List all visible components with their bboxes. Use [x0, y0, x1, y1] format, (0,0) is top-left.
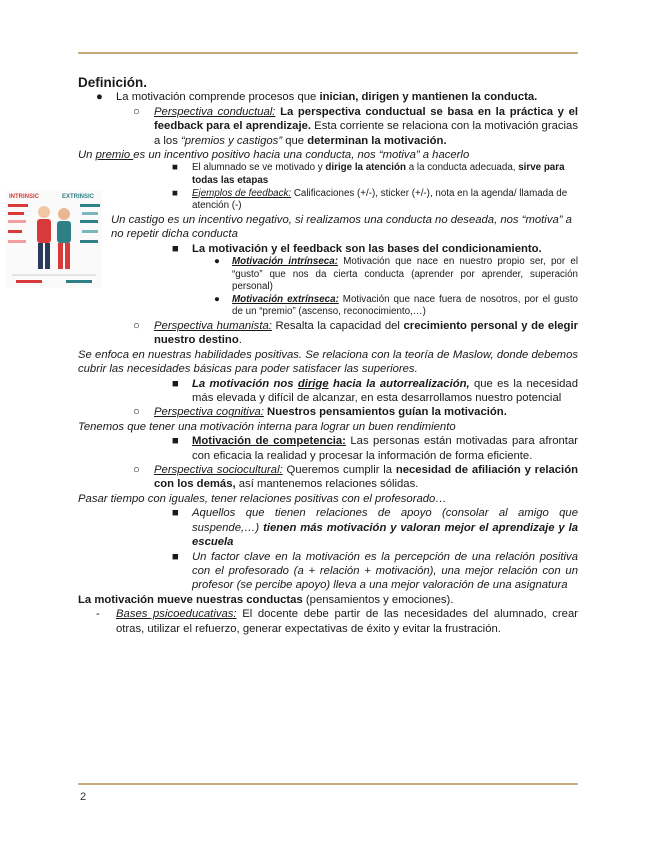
item-sociocultural: [78, 463, 578, 492]
cognitiva-bold: Nuestros pensamientos guían la motivación.: [263, 406, 507, 419]
item-factor-clave: [78, 550, 578, 593]
note-premio: [78, 148, 578, 162]
conductual-bold1: La perspectiva conductual se basa en la práctica y el feedback para el aprendizaje.: [154, 105, 578, 133]
label-extrinseca: Motivación extrínseca:: [232, 293, 339, 305]
note-premio-post: es un incentivo positivo hacia una conducta, nos “motiva” a hacerlo: [133, 149, 470, 162]
item-autorrealizacion: [78, 377, 578, 406]
square-icon: ■: [172, 550, 179, 563]
bullet-definition-text: La motivación comprende procesos que: [116, 91, 320, 104]
circle-icon: ○: [133, 320, 140, 332]
square-icon: ■: [172, 507, 179, 520]
humanista-text: Resalta la capacidad del: [271, 320, 404, 332]
autorrealizacion-pre: La motivación nos: [192, 377, 298, 390]
relaciones-text: Aquellos que tienen relaciones de apoyo (consolar al amigo que suspende,…): [192, 507, 578, 534]
square-icon: ■: [172, 242, 179, 255]
bullet-definition-bold: inician, dirigen y mantienen la conducta.: [319, 91, 538, 104]
bullet-icon: ●: [96, 91, 103, 104]
closing-line: [78, 593, 578, 607]
illus-title-right: EXTRINSIC: [62, 194, 95, 200]
circle-icon: ○: [133, 464, 140, 477]
item-competencia: [78, 434, 578, 463]
item-condicionamiento: [78, 242, 578, 256]
closing-bold: La motivación mueve nuestras conductas: [78, 593, 303, 606]
bases-text: El docente debe partir de las necesidades del alumnado, crear otras, utilizar el refuerzo, generar expectativas de éxito y evitar la frustración.: [116, 608, 579, 635]
closing-text: (pensamientos y emociones).: [302, 593, 454, 606]
item-relaciones-apoyo: [78, 506, 578, 549]
footer-rule: [78, 783, 578, 785]
conductual-italic: “premios y castigos”: [181, 134, 283, 147]
sociocultural-end: así mantenemos relaciones sólidas.: [235, 478, 419, 491]
label-cognitiva: Perspectiva cognitiva:: [154, 406, 264, 419]
item-extrinseca: [78, 294, 578, 319]
conductual-text2: que: [282, 134, 308, 147]
note-premio-pre: Un: [78, 149, 96, 162]
atencion-pre: El alumnado se ve motivado y: [192, 162, 326, 174]
note-castigo: Un castigo es un incentivo negativo, si realizamos una conducta no deseada, nos “motiva” a no repetir dicha conducta: [111, 213, 572, 241]
label-competencia: Motivación de competencia:: [192, 435, 346, 448]
item-conductual: [78, 105, 578, 148]
item-humanista: [78, 319, 578, 348]
note-cognitiva: Tenemos que tener una motivación interna para lograr un buen rendimiento: [78, 420, 456, 433]
item-bases: [78, 607, 578, 636]
label-feedback: Ejemplos de feedback:: [192, 187, 292, 199]
autorrealizacion-post: hacia la autorrealización,: [328, 377, 470, 390]
bullet-icon: ●: [214, 256, 220, 268]
atencion-bold1: dirige la atención: [325, 162, 406, 174]
item-intrinseca: [78, 256, 578, 294]
note-maslow: Se enfoca en nuestras habilidades positivas. Se relaciona con la teoría de Maslow, donde debemos cubrir las necesidades básicas para poder satisfacer las superiores.: [78, 348, 578, 376]
note-premio-word: premio: [95, 149, 134, 162]
conductual-bold2: determinan la motivación.: [307, 134, 447, 147]
atencion-bold2: sirve para todas las etapas: [192, 162, 565, 187]
conductual-text1: Esta corriente se relaciona con la motivación gracias a los: [154, 120, 578, 147]
item-atencion: [78, 162, 578, 187]
sociocultural-bold: necesidad de afiliación y relación con los demás,: [154, 464, 578, 491]
page-number: 2: [80, 791, 87, 803]
label-humanista: Perspectiva humanista:: [154, 320, 272, 332]
square-icon: ■: [172, 162, 178, 174]
circle-icon: ○: [133, 406, 140, 419]
illus-title-left: INTRINSIC: [9, 194, 39, 200]
humanista-bold: crecimiento personal y de elegir nuestro destino: [154, 320, 578, 347]
item-feedback-examples: [78, 188, 578, 213]
document-body: [78, 76, 578, 636]
header-rule: [78, 52, 578, 54]
dash-icon: -: [96, 608, 100, 621]
bullet-icon: ●: [214, 293, 220, 305]
intrinseca-text: Motivación que nace en nuestro propio ser, por el “gusto” que nos da cierta conducta (aprender por aprender, superación personal): [232, 256, 579, 293]
note-iguales: Pasar tiempo con iguales, tener relaciones positivas con el profesorado…: [78, 492, 447, 505]
label-bases: Bases psicoeducativas:: [116, 608, 237, 621]
feedback-text: Calificaciones (+/-), sticker (+/-), nota en la agenda/ llamada de atención (-): [192, 187, 568, 212]
section-heading: Definición.: [78, 75, 148, 90]
autorrealizacion-word: dirige: [297, 377, 329, 390]
extrinseca-text: Motivación que nace fuera de nosotros, por el gusto de un “premio” (ascenso, reconocimiento,…): [232, 293, 578, 318]
label-intrinseca: Motivación intrínseca:: [232, 256, 338, 268]
condicionamiento-bold: La motivación y el feedback son las bases del condicionamiento.: [192, 242, 542, 255]
item-cognitiva: [78, 405, 578, 419]
circle-icon: ○: [133, 105, 140, 118]
factor-clave-text: Un factor clave en la motivación es la percepción de una relación positiva con el profesorado (a + relación + motivación), una mejor relación con un profesor (se percibe apoyo) lleva a una mejor valoración de una asignatura: [192, 550, 578, 592]
square-icon: ■: [172, 435, 179, 448]
atencion-mid: a la conducta adecuada,: [406, 162, 519, 174]
label-sociocultural: Perspectiva sociocultural:: [154, 464, 283, 477]
square-icon: ■: [172, 187, 178, 199]
label-conductual: Perspectiva conductual:: [154, 105, 276, 118]
humanista-end: .: [238, 334, 242, 347]
bullet-definition: [78, 90, 578, 104]
competencia-text: Las personas están motivadas para afrontar con eficacia la realidad y procesar la información de forma eficiente.: [192, 435, 578, 462]
autorrealizacion-text: que es la necesidad más elevada y difícil de alcanzar, en esta desarrollamos nuestro potencial: [192, 377, 578, 405]
square-icon: ■: [172, 377, 179, 390]
sociocultural-text: Queremos cumplir la: [282, 464, 396, 477]
relaciones-bold: tienen más motivación y valoran mejor el aprendizaje y la escuela: [192, 521, 578, 549]
